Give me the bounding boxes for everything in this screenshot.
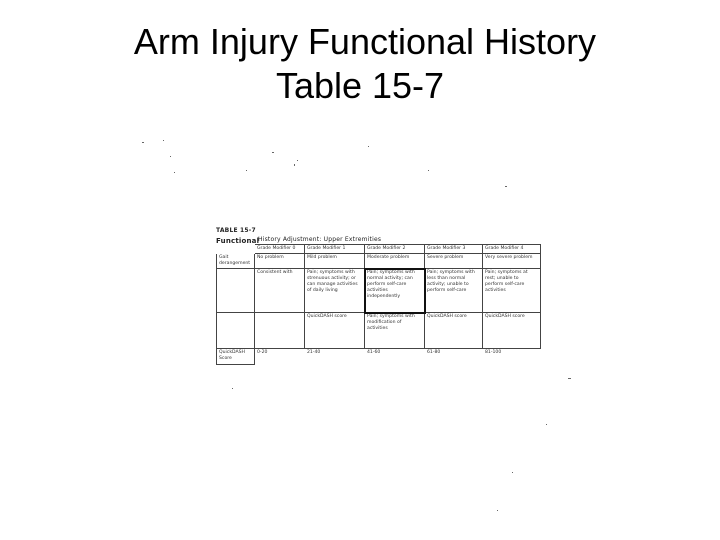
slide-title — [0, 20, 720, 108]
grid-cell — [255, 313, 305, 349]
scan-functional-label: Functional — [216, 237, 260, 245]
grid-cell: Pain; symptoms with modification of activities — [365, 313, 425, 349]
grid-cell: Pain; symptoms with less than normal activity; unable to perform self-care — [425, 269, 483, 313]
grid-cell: 21-40 — [307, 350, 321, 355]
grid-cell: QuickDASH score — [425, 313, 483, 349]
grid-cell: Grade Modifier 2 — [365, 245, 425, 254]
scanned-table-image — [214, 226, 552, 372]
grid-cell: 41-60 — [367, 350, 381, 355]
grid-cell — [217, 313, 255, 349]
grid-cell: Mild problem — [305, 254, 365, 269]
grid-cell: 81-100 — [485, 350, 502, 355]
grid-cell: Grade Modifier 0 — [255, 245, 305, 254]
highlighted-cell: Pain; symptoms with normal activity; can perform self-care activities independently — [365, 269, 425, 313]
table-row — [217, 313, 541, 349]
grid-cell: QuickDASH Score — [217, 349, 255, 365]
grid-cell — [217, 269, 255, 313]
table-row — [217, 349, 541, 365]
table-row — [217, 245, 541, 254]
grid-cell: Grade Modifier 3 — [425, 245, 483, 254]
grid-cell: Pain; symptoms at rest; unable to perform self-care activities — [483, 269, 541, 313]
grid-cell: Consistent with — [255, 269, 305, 313]
scan-grid — [216, 244, 541, 365]
grid-cell: QuickDASH score — [483, 313, 541, 349]
grid-cell: Pain; symptoms with strenuous activity; or can manage activities of daily living — [305, 269, 365, 313]
grid-cell: Moderate problem — [365, 254, 425, 269]
grid-cell: 0-20 — [257, 350, 268, 355]
grid-cell: QuickDASH score — [305, 313, 365, 349]
grid-cell: 61-80 — [427, 350, 441, 355]
grid-cell: Very severe problem — [483, 254, 541, 269]
title-line-1: Arm Injury Functional History — [133, 21, 597, 62]
scan-header: History Adjustment: Upper Extremities — [258, 236, 382, 243]
grid-cell: Grade Modifier 4 — [483, 245, 541, 254]
grid-cell: No problem — [255, 254, 305, 269]
grid-cell: Severe problem — [425, 254, 483, 269]
grid-cell: Gait derangement — [217, 254, 255, 269]
table-row — [217, 254, 541, 269]
scan-table-label: TABLE 15-7 — [216, 227, 256, 234]
table-row — [217, 269, 541, 313]
grid-cell: Grade Modifier 1 — [305, 245, 365, 254]
title-line-2: Table 15-7 — [275, 65, 445, 106]
grid-cell — [217, 245, 255, 254]
